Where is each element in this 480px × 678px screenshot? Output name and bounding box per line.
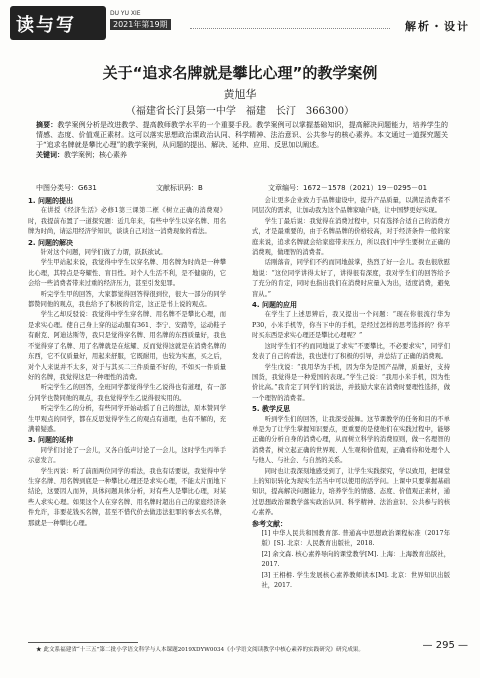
body-paragraph: 会让更多企业致力于品牌建设中，提升产品质量，以满足消费者不同层次的需求，让加动我为这个品牌家喻户晓，让中国梦更好实现。 xyxy=(252,197,450,215)
body-paragraph: 听完学生乙的回答，全班同学都觉得学生乙说得也有道理，有一部分同学也赞同他的观点，我也觉得学生乙说得很实用的。 xyxy=(28,384,226,402)
body-column-right xyxy=(252,196,450,626)
clc-number: 中图分类号：G631 xyxy=(36,184,97,192)
section-label: 解析・设计 xyxy=(405,20,470,33)
body-paragraph: 这时学生们不约而同地说了求实“不要攀比，不必要求实”，同学们发表了自己的看法，我也进行了积极的引导，并总结了正确的消费观。 xyxy=(252,342,450,361)
journal-logo xyxy=(10,6,106,40)
section-heading: 参考文献： xyxy=(252,519,287,528)
article-title: 关于“追求名牌就是攀比心理”的教学案例 xyxy=(102,64,378,82)
keywords-label: 关键词： xyxy=(36,150,64,159)
body-paragraph: 听完学生甲的回答，大家都觉得回答得很到位，很大一部分的同学都赞同他的观点，我也给予了积极的肯定，这正是书上说的观点。 xyxy=(28,290,226,309)
footnote-divider xyxy=(28,642,138,643)
reference-item: [3] 王枏枏. 学生发展核心素养教师读本[M]. 北京：世界知识出版社，2017. xyxy=(261,571,450,590)
section-heading: 3. 问题的延伸 xyxy=(28,436,73,445)
body-paragraph: 学生乙却反驳说：我觉得中学生穿名牌、用名牌不是攀比心理，而是求实心理。使自己身上穿的运动服有361、李宁、安踏等，运动鞋子有耐克、阿迪达斯等，我只是觉得穿名牌、用名牌的东西质量好，我也不觉得穿了名牌、用了名牌就是在炫耀、反而觉得这就是在消费名牌的东西，它不仅质量好，用起来舒服，它既耐用，也较为实惠，买之后，对个人来说并不太多，对于与其买二三件质量不好的，不如买一件质量好的名牌，我觉得这是一种理性的消费。 xyxy=(28,311,226,381)
keywords-text: 教学案例；核心素养 xyxy=(64,151,127,159)
section-heading: 5. 教学反思 xyxy=(252,405,290,414)
body-paragraph: 同时也让我深刻地感受到了，让学生实践探究，学以致用，把课堂上的知识转化为现实生活当中可以使用的活学问。上课中只要掌握基础知识，提高解决问题能力，培养学生的情感、态度、价值观正素材，通过思想政治课教学落实政治认同、科学精神、法治意识、公共参与的核心素养。 xyxy=(252,467,450,517)
reference-item: [1] 中华人民共和国教育部. 普通高中思想政治课程标准（2017年版）[S]. 北京：人民教育出版社，2018. xyxy=(261,530,450,548)
body-paragraph: 学生甲站起来说，我觉得中学生以穿名牌、用名牌为时尚是一种攀比心理，其特点是夸耀性、盲目性。对个人生活不利，是不健康的，它会给一些消费者带来过重的经济压力，甚至引发犯罪。 xyxy=(28,259,226,288)
abstract xyxy=(36,120,448,160)
journal-header xyxy=(10,6,470,46)
body-paragraph: 同学们讨论了一会儿，又各自低声讨论了一会儿，这时学生丙举手示意发言。 xyxy=(28,446,226,465)
author-affiliation: （福建省长汀县第一中学 福建 长汀 366300） xyxy=(125,106,355,117)
abstract-label: 摘要： xyxy=(36,120,58,129)
article-meta xyxy=(36,183,448,193)
section-heading: 2. 问题的解决 xyxy=(28,238,73,247)
section-heading: 1. 问题的提出 xyxy=(28,197,73,205)
section-heading: 4. 问题的应用 xyxy=(252,301,297,310)
article-number: 文章编号：1672－1578（2021）19－0295－01 xyxy=(268,184,428,192)
body-paragraph: 听完学生乙的分析，有些同学开始动摇了自己的想法，原本赞同学生甲观点的同学，都在反思觉得学生乙的观点有道理，也有不解的，充满着疑惑。 xyxy=(28,405,226,433)
abstract-text: 教学案例分析是改进教学、提高教师教学水平的一个重要手段。教学案例可以掌握基础知识，提高解决问题能力，培养学生的情感、态度、价值观正素材。这可以落实思想政治课政治认同、科学精神、法治意识、公共参与的核心素养。本文通过一道探究题关于“追求名牌就是攀比心理”的教学案例，从问题的提出、解决、延伸、应用、反思加以阐述。 xyxy=(36,121,449,149)
body-paragraph: 针对这个问题，同学们做了力谓，跃跃欲试。 xyxy=(40,249,167,257)
article-author: 黄旭华 xyxy=(223,88,257,101)
body-paragraph: 学生丙说：听了前面两位同学的看法，我也有话要说，我觉得中学生穿名牌、用名牌到底是一种攀比心理还是求实心理，不能太片面地下结论，这要因人而异，具体问题具体分析，对有些人是攀比心理，对某些人求实心理。如果这个人在穿名牌、用名牌时超出自己的家庭经济条件允许，非要花钱买名牌，甚至不惜代价去做违法犯罪的事去买名牌，那就是一种攀比心理。 xyxy=(28,467,226,527)
body-paragraph: 听到学生们的回答，让我深受鼓舞。这节课教学的任务和目的不单单是为了让学生掌握知识要点，更重要的是使他们在实践过程中，能够正确的分析自身的消费心理，从而树立科学的消费原则，做一名理智的消费者，树立起正确的世界观、人生观和价值观，正确看待和处理个人与他人、与社会、与自然的关系。 xyxy=(252,415,450,465)
reference-item: [2] 余文森. 核心素养导向的课堂教学[M]. 上海：上海教育出版社，2017. xyxy=(261,550,450,569)
body-paragraph: 话刚落音，同学们不约而同地鼓掌，热烈了好一会儿。我也很欣慰地说：“这位同学讲得太好了，讲得很有深度，我对学生们的回答给予了充分的肯定，同时也指出我们在消费时应量入为出，适度消费，避免盲从。” xyxy=(252,259,450,298)
body-column-left xyxy=(28,196,226,596)
header-divider xyxy=(190,28,390,29)
journal-logo-text: 读与写 xyxy=(16,15,76,36)
body-paragraph: 在讲授《经济生活》必修1第三课第二框《树立正确的消费观》时，我提前布置了一道探究题：近几年来，有些中学生以穿名牌、用名牌为时尚，请运用经济学知识，谈谈自己对这一消费现象的看法。 xyxy=(28,207,226,236)
journal-latin-name: DU YU XIE xyxy=(110,10,141,17)
body-paragraph: 学生丁最后说：我觉得在消费过程中，只有选择合适自己的消费方式，才是最重要的，由于名牌品牌的价格较高，对于经济条件一般的家庭来说，追求名牌就会给家庭带来压力，所以我们中学生要树立正确的消费观，做理智的消费者。 xyxy=(252,217,450,257)
body-paragraph: 在学生了上述思辨后，我又提出一个问题：“现在你很流行华为P30，小米手机等，你当下中的手机，是经过怎样的思考选择的？你平时买东西是求实心理还是攀比心理呢？” xyxy=(252,311,450,340)
page-number: — 295 — xyxy=(422,640,468,651)
body-paragraph: 学生戊说：“我用华为手机，因为华为是国产品牌，质量好，支持国货，我觉得是一种爱国的表现。”学生己说：“我用小米手机，因为性价比高。”我肯定了同学们的说法，并鼓励大家在消费时要理性选择，做一个理智的消费者。 xyxy=(252,363,450,402)
document-code: 文献标识码：B xyxy=(156,184,203,192)
issue-label: 2021年第19期 xyxy=(110,19,171,30)
footnote: ★ 此文系福建省“十三五”第二批小学语文科学与人本课题2019XDYW0034《小学语文阅读教学中核心素养的实践研究》研究成果。 xyxy=(36,647,364,653)
